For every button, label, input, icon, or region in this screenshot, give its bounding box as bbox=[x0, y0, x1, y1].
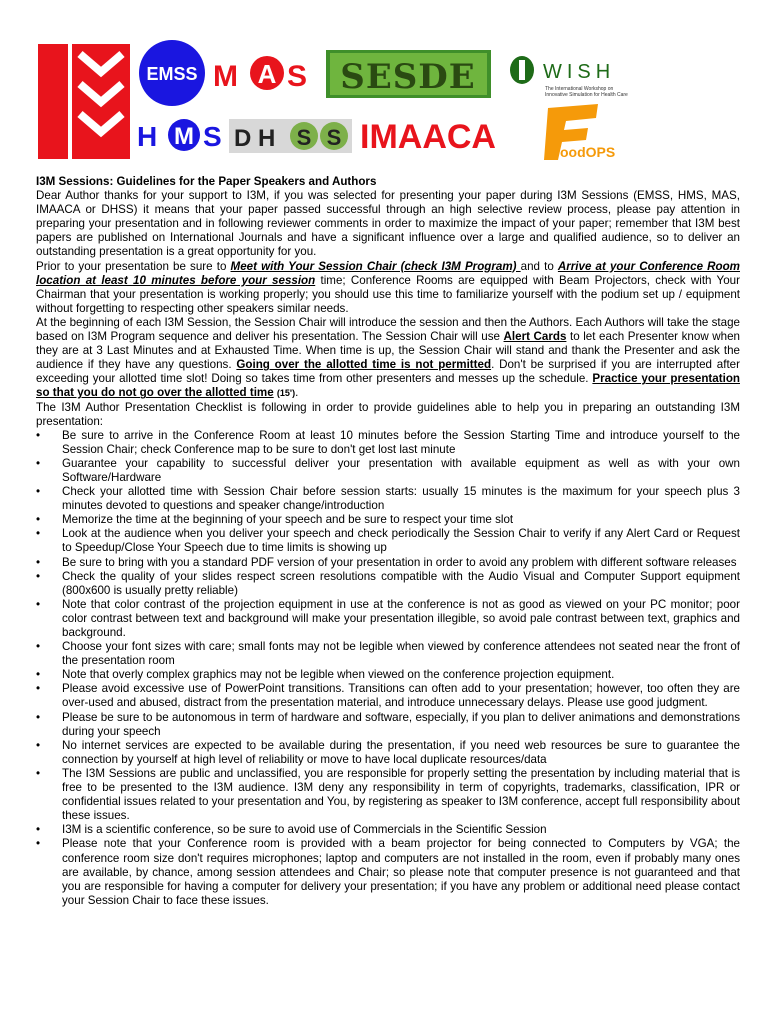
p3-text-h: . bbox=[295, 386, 299, 400]
wish-tagline-1: The International Workshop on bbox=[545, 86, 614, 92]
emss-logo bbox=[139, 40, 205, 106]
i3m-logo bbox=[38, 44, 130, 159]
p3-text-a: At the beginning of each I3M Session, the Session Chair will introduce the session and then the Authors. Each Authors will take the stage based on I3M Program sequence and deliver his presentation. The Session Chair will use bbox=[36, 315, 740, 344]
dhss-letter-s1: S bbox=[296, 125, 312, 150]
hms-logo bbox=[137, 119, 222, 152]
p2-text-e: time; Conference Rooms are equipped with Beam Projectors, check with Your Chairman that your presentation is working properly; you should use this time to familiarize yourself with the podium set up / equipment without forgetting to respecting other speakers similar needs. bbox=[36, 273, 740, 315]
checklist-item: • Note that color contrast of the projection equipment in use at the conference is not as good as viewed on your PC monitor; poor color contrast between text and background will make your presentation illegible, so avoid pale contrast between text, graphics and background. bbox=[36, 598, 740, 640]
paragraph-session-start bbox=[36, 316, 740, 401]
checklist-item: • Check your allotted time with Session Chair before session starts: usually 15 minutes is the maximum for your speech plus 3 minutes devoted to questions and speaker change/introduction bbox=[36, 485, 740, 513]
document-title: I3M Sessions: Guidelines for the Paper Speakers and Authors bbox=[36, 175, 377, 188]
checklist-item: • Memorize the time at the beginning of your speech and be sure to respect your time slot bbox=[36, 513, 740, 527]
dhss-letter-s2: S bbox=[326, 125, 342, 150]
foodops-logo bbox=[544, 104, 615, 160]
p3-text-e: . Don't be surprised if you are interrupted after exceeding your allotted time slot! Doing so takes time from other presenters and messes up the schedule. bbox=[36, 358, 740, 386]
mas-letter-m: M bbox=[213, 60, 238, 93]
foodops-logo-text: oodOPS bbox=[560, 144, 616, 160]
hms-letter-m: M bbox=[174, 123, 194, 150]
paragraph-intro: Dear Author thanks for your support to I3M, if you was selected for presenting your paper during I3M Sessions (EMSS, HMS, MAS, IMAACA or DHSS) it means that your paper passed successful through an high selective review process, please pay attention in preparing your presentation and in following reviewer comments in order to maximize the impact of your paper; remember that I3M best papers are published on International Journals and have a significant influence over a large and qualified audience, so to deliver an outstanding presentation is a great opportunity for you. bbox=[36, 189, 740, 259]
alert-cards-emphasis: Alert Cards bbox=[503, 330, 567, 344]
emss-logo-text: EMSS bbox=[146, 64, 198, 84]
paragraph-checklist-intro: The I3M Author Presentation Checklist is following in order to provide guidelines able to help you in preparing an outstanding I3M presentation: bbox=[36, 400, 740, 428]
wish-tagline-2: Innovative Simulation for Health Care bbox=[545, 92, 628, 98]
meet-session-chair-emphasis: Meet with Your Session Chair (check I3M Program) bbox=[230, 259, 521, 273]
checklist-item: • The I3M Sessions are public and unclassified, you are responsible for properly setting the presentation by including material that is free to be presented to the I3M audience. I3M deny any responsibility in term of copyrights, trademarks, classification, IPR or confidential issues related to your presentation and You, by registering as speaker to I3M conference, accept full responsibility about these issues. bbox=[36, 767, 740, 823]
presentation-checklist bbox=[36, 429, 740, 908]
logo-banner bbox=[0, 0, 770, 175]
checklist-item: • Be sure to bring with you a standard PDF version of your presentation in order to avoid any problem with different software releases bbox=[36, 556, 740, 570]
mas-letter-s: S bbox=[287, 60, 308, 93]
hms-letter-s: S bbox=[203, 121, 222, 152]
checklist-item: • Be sure to arrive in the Conference Room at least 10 minutes before the Session Starting Time and introduce yourself to the Session Chair; check Conference map to be sure to don't get lost last minute bbox=[36, 429, 740, 457]
dhss-logo bbox=[229, 119, 352, 153]
checklist-item: • Choose your font sizes with care; small fonts may not be legible when viewed by conference attendees not seated near the front of the presentation room bbox=[36, 640, 740, 668]
checklist-item: • Please avoid excessive use of PowerPoint transitions. Transitions can often add to your presentation; however, too often they are over-used and abused, distract from the presentation material, and introduce unnecessary delays. Please use good judgment. bbox=[36, 682, 740, 710]
dhss-letter-h: H bbox=[258, 125, 276, 152]
checklist-item: • No internet services are expected to be available during the presentation, if you need web resources be sure to guarantee the connection by yourself at high level of reliability or move to have local duplicate resources/data bbox=[36, 739, 740, 767]
checklist-item: • Look at the audience when you deliver your speech and check periodically the Session Chair to verify if any Alert Card or Request to Speedup/Close Your Speech due to time limits is showing up bbox=[36, 527, 740, 555]
practice-presentation-emphasis: Practice your presentation so that you do not go over the allotted time bbox=[36, 372, 740, 400]
checklist-item: • I3M is a scientific conference, so be sure to avoid use of Commercials in the Scientific Session bbox=[36, 823, 740, 837]
mas-logo bbox=[213, 56, 307, 93]
sesde-logo-text: SESDE bbox=[340, 57, 476, 97]
arrive-conference-room-emphasis: Arrive at your Conference Room location at least 10 minutes before your session bbox=[36, 259, 740, 287]
checklist-item: • Guarantee your capability to successful deliver your presentation with available equipment as well as with your own Software/Hardware bbox=[36, 457, 740, 485]
checklist-item: • Please note that your Conference room is provided with a beam projector for being connected to Computers by VGA; the conference room size don't requires microphones; laptop and computers are not installed in the room, even if probably many ones are available, by chance, among session attendees and Chair; so please note that computer presence is not guaranteed and that you are responsible for having a computer for delivery your presentation; if you have any problem or additional need please contact your Session Chair to face these issues. bbox=[36, 837, 740, 907]
imaaca-logo: IMAACA bbox=[360, 118, 496, 156]
sesde-logo bbox=[326, 50, 491, 98]
wish-logo-text: WISH bbox=[543, 61, 616, 83]
checklist-item: • Check the quality of your slides respect screen resolutions compatible with the Audio Visual and Computer Support equipment (800x600 is usually pretty reliable) bbox=[36, 570, 740, 598]
p2-text-a: Prior to your presentation be sure to bbox=[36, 259, 231, 273]
allotted-time-emphasis: Going over the allotted time is not permitted bbox=[236, 358, 492, 372]
mas-letter-a: A bbox=[257, 59, 277, 89]
time-limit-note: (15') bbox=[276, 388, 296, 399]
checklist-item: • Note that overly complex graphics may not be legible when viewed on the conference projection equipment. bbox=[36, 668, 740, 682]
dhss-letter-d: D bbox=[234, 125, 252, 152]
p3-text-c: to let each Presenter know when they are at 3 Last Minutes and at Exhausted Time. When time is up, the Session Chair will stand and thank the Presenter and ask the audience if they have any questions. bbox=[36, 330, 740, 372]
wish-logo bbox=[510, 56, 628, 98]
logo-banner-graphic bbox=[0, 0, 770, 175]
p2-text-c: and to bbox=[520, 259, 558, 273]
paragraph-prior-presentation bbox=[36, 260, 740, 316]
checklist-item: • Please be sure to be autonomous in term of hardware and software, especially, if you plan to deliver animations and demonstrations during your speech bbox=[36, 711, 740, 739]
hms-letter-h: H bbox=[137, 121, 158, 152]
document-body bbox=[36, 175, 740, 908]
